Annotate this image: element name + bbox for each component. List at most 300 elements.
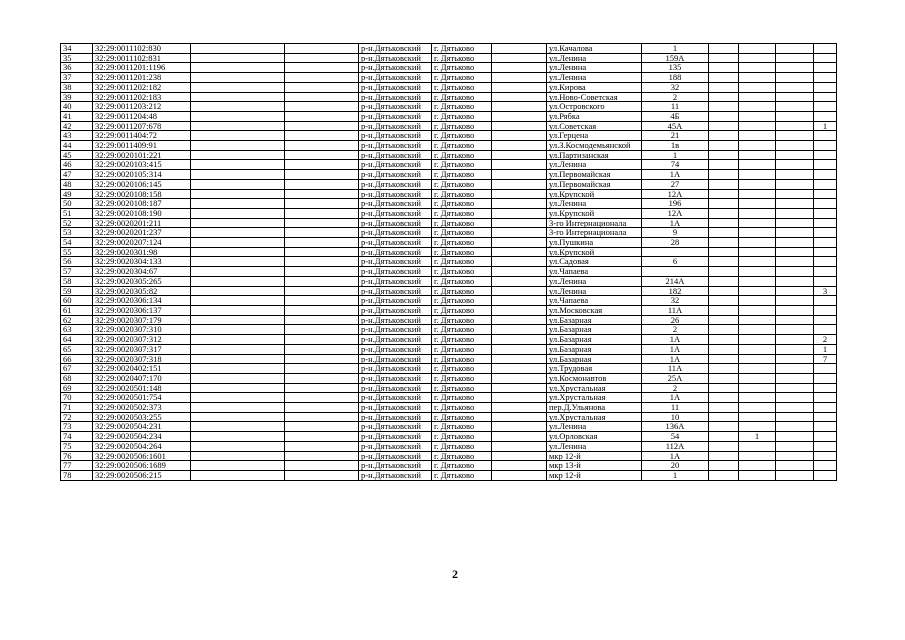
cadastral-number-cell: 32:29:0020304:67 xyxy=(93,267,191,277)
col-l-cell xyxy=(776,111,814,121)
district-cell: р-н.Дятьковский xyxy=(359,383,432,393)
row-number-cell: 44 xyxy=(61,141,93,151)
col-l-cell xyxy=(776,373,814,383)
table-row xyxy=(61,73,837,83)
col-c-cell xyxy=(191,315,285,325)
row-number-cell: 61 xyxy=(61,305,93,315)
row-number-cell: 53 xyxy=(61,228,93,238)
col-m-cell xyxy=(814,247,837,257)
district-cell: р-н.Дятьковский xyxy=(359,344,432,354)
col-g-cell xyxy=(492,82,547,92)
col-g-cell xyxy=(492,441,547,451)
col-g-cell xyxy=(492,286,547,296)
house-number-cell: 196 xyxy=(642,199,709,209)
table-row xyxy=(61,335,837,345)
street-cell: ул.Хрустальная xyxy=(547,412,642,422)
house-number-cell: 1А xyxy=(642,335,709,345)
col-k-cell xyxy=(739,92,776,102)
col-j-cell xyxy=(709,335,739,345)
col-m-cell xyxy=(814,470,837,480)
col-k-cell xyxy=(739,451,776,461)
col-l-cell xyxy=(776,141,814,151)
table-row xyxy=(61,189,837,199)
col-k-cell xyxy=(739,393,776,403)
cadastral-number-cell: 32:29:0011201:1196 xyxy=(93,63,191,73)
col-k-cell xyxy=(739,403,776,413)
col-l-cell xyxy=(776,150,814,160)
district-cell: р-н.Дятьковский xyxy=(359,199,432,209)
street-cell: ул.Ново-Советская xyxy=(547,92,642,102)
row-number-cell: 75 xyxy=(61,441,93,451)
col-c-cell xyxy=(191,238,285,248)
col-k-cell xyxy=(739,461,776,471)
col-d-cell xyxy=(285,92,359,102)
col-k-cell xyxy=(739,208,776,218)
col-j-cell xyxy=(709,44,739,54)
col-l-cell xyxy=(776,257,814,267)
col-k-cell xyxy=(739,470,776,480)
col-d-cell xyxy=(285,412,359,422)
col-j-cell xyxy=(709,315,739,325)
col-c-cell xyxy=(191,373,285,383)
city-cell: г. Дятьково xyxy=(432,441,492,451)
house-number-cell: 20 xyxy=(642,461,709,471)
col-g-cell xyxy=(492,199,547,209)
district-cell: р-н.Дятьковский xyxy=(359,296,432,306)
table-row xyxy=(61,150,837,160)
cadastral-number-cell: 32:29:0020503:255 xyxy=(93,412,191,422)
row-number-cell: 58 xyxy=(61,276,93,286)
district-cell: р-н.Дятьковский xyxy=(359,257,432,267)
col-c-cell xyxy=(191,335,285,345)
col-c-cell xyxy=(191,257,285,267)
col-c-cell xyxy=(191,432,285,442)
house-number-cell: 2 xyxy=(642,325,709,335)
table-row xyxy=(61,364,837,374)
house-number-cell: 11 xyxy=(642,403,709,413)
city-cell: г. Дятьково xyxy=(432,73,492,83)
cadastral-number-cell: 32:29:0011409:91 xyxy=(93,141,191,151)
street-cell: ул.Качалова xyxy=(547,44,642,54)
street-cell: ул.Ленина xyxy=(547,441,642,451)
col-c-cell xyxy=(191,470,285,480)
house-number-cell: 45А xyxy=(642,121,709,131)
col-c-cell xyxy=(191,364,285,374)
col-m-cell xyxy=(814,461,837,471)
table-row xyxy=(61,131,837,141)
col-j-cell xyxy=(709,170,739,180)
row-number-cell: 34 xyxy=(61,44,93,54)
col-c-cell xyxy=(191,218,285,228)
row-number-cell: 42 xyxy=(61,121,93,131)
col-j-cell xyxy=(709,296,739,306)
city-cell: г. Дятьково xyxy=(432,218,492,228)
col-k-cell xyxy=(739,63,776,73)
table-row xyxy=(61,267,837,277)
city-cell: г. Дятьково xyxy=(432,228,492,238)
house-number-cell: 25А xyxy=(642,373,709,383)
col-m-cell xyxy=(814,403,837,413)
street-cell: ул.Ленина xyxy=(547,160,642,170)
col-m-cell xyxy=(814,111,837,121)
district-cell: р-н.Дятьковский xyxy=(359,102,432,112)
city-cell: г. Дятьково xyxy=(432,247,492,257)
col-j-cell xyxy=(709,53,739,63)
col-d-cell xyxy=(285,354,359,364)
row-number-cell: 60 xyxy=(61,296,93,306)
cadastral-number-cell: 32:29:0020201:237 xyxy=(93,228,191,238)
street-cell: ул.Первомайская xyxy=(547,179,642,189)
street-cell: ул.Первомайская xyxy=(547,170,642,180)
col-k-cell xyxy=(739,276,776,286)
col-m-cell xyxy=(814,179,837,189)
col-k-cell xyxy=(739,131,776,141)
house-number-cell: 11 xyxy=(642,102,709,112)
house-number-cell: 11А xyxy=(642,305,709,315)
col-d-cell xyxy=(285,208,359,218)
col-d-cell xyxy=(285,383,359,393)
col-j-cell xyxy=(709,354,739,364)
cadastral-number-cell: 32:29:0020307:318 xyxy=(93,354,191,364)
col-k-cell xyxy=(739,53,776,63)
col-c-cell xyxy=(191,461,285,471)
row-number-cell: 55 xyxy=(61,247,93,257)
city-cell: г. Дятьково xyxy=(432,63,492,73)
col-j-cell xyxy=(709,257,739,267)
col-k-cell: 1 xyxy=(739,432,776,442)
col-m-cell: 7 xyxy=(814,354,837,364)
col-m-cell xyxy=(814,315,837,325)
col-m-cell xyxy=(814,53,837,63)
row-number-cell: 77 xyxy=(61,461,93,471)
table-row xyxy=(61,44,837,54)
table-row xyxy=(61,286,837,296)
col-m-cell xyxy=(814,364,837,374)
col-m-cell xyxy=(814,412,837,422)
street-cell: ул.Ленина xyxy=(547,276,642,286)
table-row xyxy=(61,276,837,286)
col-k-cell xyxy=(739,150,776,160)
cadastral-number-cell: 32:29:0020307:179 xyxy=(93,315,191,325)
col-g-cell xyxy=(492,208,547,218)
col-l-cell xyxy=(776,247,814,257)
district-cell: р-н.Дятьковский xyxy=(359,315,432,325)
house-number-cell: 54 xyxy=(642,432,709,442)
col-g-cell xyxy=(492,364,547,374)
col-d-cell xyxy=(285,422,359,432)
col-k-cell xyxy=(739,267,776,277)
street-cell: ул.Ленина xyxy=(547,53,642,63)
district-cell: р-н.Дятьковский xyxy=(359,121,432,131)
table-row xyxy=(61,461,837,471)
col-k-cell xyxy=(739,141,776,151)
city-cell: г. Дятьково xyxy=(432,111,492,121)
cadastral-number-cell: 32:29:0020502:373 xyxy=(93,403,191,413)
cadastral-number-cell: 32:29:0020108:190 xyxy=(93,208,191,218)
cadastral-number-cell: 32:29:0020307:312 xyxy=(93,335,191,345)
col-g-cell xyxy=(492,247,547,257)
col-m-cell: 2 xyxy=(814,335,837,345)
street-cell: 3-го Интернационала xyxy=(547,228,642,238)
cadastral-number-cell: 32:29:0011102:830 xyxy=(93,44,191,54)
col-g-cell xyxy=(492,393,547,403)
table-row xyxy=(61,170,837,180)
street-cell: ул.Московская xyxy=(547,305,642,315)
table-row xyxy=(61,141,837,151)
col-m-cell xyxy=(814,189,837,199)
street-cell: ул.Орловская xyxy=(547,432,642,442)
house-number-cell: 1А xyxy=(642,170,709,180)
city-cell: г. Дятьково xyxy=(432,170,492,180)
row-number-cell: 74 xyxy=(61,432,93,442)
col-d-cell xyxy=(285,344,359,354)
house-number-cell: 1А xyxy=(642,354,709,364)
house-number-cell: 1 xyxy=(642,150,709,160)
col-k-cell xyxy=(739,44,776,54)
table-row xyxy=(61,432,837,442)
col-l-cell xyxy=(776,325,814,335)
col-c-cell xyxy=(191,267,285,277)
street-cell: ул.Пушкина xyxy=(547,238,642,248)
col-j-cell xyxy=(709,403,739,413)
col-k-cell xyxy=(739,325,776,335)
col-j-cell xyxy=(709,141,739,151)
row-number-cell: 47 xyxy=(61,170,93,180)
street-cell: ул.Рябка xyxy=(547,111,642,121)
col-g-cell xyxy=(492,403,547,413)
row-number-cell: 72 xyxy=(61,412,93,422)
row-number-cell: 48 xyxy=(61,179,93,189)
cadastral-number-cell: 32:29:0020307:317 xyxy=(93,344,191,354)
col-l-cell xyxy=(776,267,814,277)
col-j-cell xyxy=(709,111,739,121)
row-number-cell: 37 xyxy=(61,73,93,83)
col-c-cell xyxy=(191,199,285,209)
house-number-cell: 26 xyxy=(642,315,709,325)
col-j-cell xyxy=(709,102,739,112)
col-l-cell xyxy=(776,179,814,189)
house-number-cell: 1в xyxy=(642,141,709,151)
cadastral-number-cell: 32:29:0020305:82 xyxy=(93,286,191,296)
row-number-cell: 78 xyxy=(61,470,93,480)
house-number-cell xyxy=(642,267,709,277)
col-g-cell xyxy=(492,121,547,131)
house-number-cell: 1 xyxy=(642,44,709,54)
house-number-cell: 6 xyxy=(642,257,709,267)
col-g-cell xyxy=(492,170,547,180)
district-cell: р-н.Дятьковский xyxy=(359,461,432,471)
row-number-cell: 63 xyxy=(61,325,93,335)
col-j-cell xyxy=(709,92,739,102)
col-k-cell xyxy=(739,73,776,83)
col-j-cell xyxy=(709,228,739,238)
col-j-cell xyxy=(709,73,739,83)
col-d-cell xyxy=(285,315,359,325)
col-d-cell xyxy=(285,121,359,131)
city-cell: г. Дятьково xyxy=(432,451,492,461)
table-row xyxy=(61,53,837,63)
col-m-cell: 1 xyxy=(814,344,837,354)
col-j-cell xyxy=(709,208,739,218)
house-number-cell: 1 xyxy=(642,470,709,480)
street-cell: ул.Чапаева xyxy=(547,267,642,277)
col-c-cell xyxy=(191,208,285,218)
cadastral-number-cell: 32:29:0020108:187 xyxy=(93,199,191,209)
cadastral-number-cell: 32:29:0011204:48 xyxy=(93,111,191,121)
col-j-cell xyxy=(709,63,739,73)
col-m-cell xyxy=(814,441,837,451)
street-cell: ул.Базарная xyxy=(547,325,642,335)
col-c-cell xyxy=(191,412,285,422)
house-number-cell: 214А xyxy=(642,276,709,286)
col-l-cell xyxy=(776,63,814,73)
row-number-cell: 59 xyxy=(61,286,93,296)
house-number-cell: 1А xyxy=(642,393,709,403)
col-m-cell xyxy=(814,150,837,160)
cadastral-number-cell: 32:29:0020201:211 xyxy=(93,218,191,228)
cadastral-number-cell: 32:29:0011102:831 xyxy=(93,53,191,63)
cadastral-number-cell: 32:29:0020105:314 xyxy=(93,170,191,180)
row-number-cell: 35 xyxy=(61,53,93,63)
row-number-cell: 50 xyxy=(61,199,93,209)
table-row xyxy=(61,179,837,189)
row-number-cell: 69 xyxy=(61,383,93,393)
city-cell: г. Дятьково xyxy=(432,208,492,218)
col-g-cell xyxy=(492,44,547,54)
col-k-cell xyxy=(739,441,776,451)
cadastral-number-cell: 32:29:0020306:137 xyxy=(93,305,191,315)
city-cell: г. Дятьково xyxy=(432,179,492,189)
house-number-cell: 12А xyxy=(642,189,709,199)
district-cell: р-н.Дятьковский xyxy=(359,170,432,180)
col-c-cell xyxy=(191,102,285,112)
house-number-cell: 136А xyxy=(642,422,709,432)
col-l-cell xyxy=(776,131,814,141)
city-cell: г. Дятьково xyxy=(432,44,492,54)
street-cell: ул.Ленина xyxy=(547,63,642,73)
row-number-cell: 46 xyxy=(61,160,93,170)
cadastral-number-cell: 32:29:0011404:72 xyxy=(93,131,191,141)
cadastral-number-cell: 32:29:0020506:215 xyxy=(93,470,191,480)
col-d-cell xyxy=(285,441,359,451)
street-cell: ул.Трудовая xyxy=(547,364,642,374)
col-c-cell xyxy=(191,82,285,92)
district-cell: р-н.Дятьковский xyxy=(359,364,432,374)
col-g-cell xyxy=(492,296,547,306)
cadastral-number-cell: 32:29:0011202:183 xyxy=(93,92,191,102)
row-number-cell: 36 xyxy=(61,63,93,73)
district-cell: р-н.Дятьковский xyxy=(359,432,432,442)
col-m-cell: 3 xyxy=(814,286,837,296)
house-number-cell: 10 xyxy=(642,412,709,422)
district-cell: р-н.Дятьковский xyxy=(359,228,432,238)
col-d-cell xyxy=(285,276,359,286)
cadastral-number-cell: 32:29:0011202:182 xyxy=(93,82,191,92)
col-d-cell xyxy=(285,150,359,160)
city-cell: г. Дятьково xyxy=(432,422,492,432)
col-m-cell xyxy=(814,305,837,315)
row-number-cell: 67 xyxy=(61,364,93,374)
col-g-cell xyxy=(492,189,547,199)
col-k-cell xyxy=(739,111,776,121)
col-j-cell xyxy=(709,364,739,374)
table-row xyxy=(61,160,837,170)
col-l-cell xyxy=(776,393,814,403)
cadastral-number-cell: 32:29:0020506:1601 xyxy=(93,451,191,461)
district-cell: р-н.Дятьковский xyxy=(359,412,432,422)
col-l-cell xyxy=(776,73,814,83)
col-c-cell xyxy=(191,296,285,306)
district-cell: р-н.Дятьковский xyxy=(359,160,432,170)
col-d-cell xyxy=(285,451,359,461)
street-cell: ул.Крупской xyxy=(547,247,642,257)
col-m-cell xyxy=(814,102,837,112)
district-cell: р-н.Дятьковский xyxy=(359,451,432,461)
house-number-cell: 2 xyxy=(642,92,709,102)
district-cell: р-н.Дятьковский xyxy=(359,422,432,432)
table-row xyxy=(61,344,837,354)
col-d-cell xyxy=(285,53,359,63)
street-cell: ул.Ленина xyxy=(547,73,642,83)
cadastral-number-cell: 32:29:0020301:98 xyxy=(93,247,191,257)
col-c-cell xyxy=(191,325,285,335)
cadastral-number-cell: 32:29:0020402:151 xyxy=(93,364,191,374)
row-number-cell: 62 xyxy=(61,315,93,325)
cadastral-number-cell: 32:29:0020306:134 xyxy=(93,296,191,306)
col-g-cell xyxy=(492,131,547,141)
district-cell: р-н.Дятьковский xyxy=(359,92,432,102)
row-number-cell: 41 xyxy=(61,111,93,121)
col-c-cell xyxy=(191,286,285,296)
col-c-cell xyxy=(191,276,285,286)
col-d-cell xyxy=(285,247,359,257)
col-g-cell xyxy=(492,63,547,73)
col-d-cell xyxy=(285,82,359,92)
col-c-cell xyxy=(191,92,285,102)
house-number-cell xyxy=(642,247,709,257)
col-c-cell xyxy=(191,441,285,451)
cadastral-number-cell: 32:29:0020407:170 xyxy=(93,373,191,383)
col-k-cell xyxy=(739,82,776,92)
row-number-cell: 68 xyxy=(61,373,93,383)
col-k-cell xyxy=(739,179,776,189)
col-l-cell xyxy=(776,383,814,393)
col-m-cell xyxy=(814,131,837,141)
col-g-cell xyxy=(492,228,547,238)
col-d-cell xyxy=(285,257,359,267)
street-cell: ул.Ленина xyxy=(547,422,642,432)
col-g-cell xyxy=(492,461,547,471)
district-cell: р-н.Дятьковский xyxy=(359,393,432,403)
col-g-cell xyxy=(492,92,547,102)
street-cell: мкр 13-й xyxy=(547,461,642,471)
row-number-cell: 56 xyxy=(61,257,93,267)
col-g-cell xyxy=(492,160,547,170)
house-number-cell: 182 xyxy=(642,286,709,296)
col-c-cell xyxy=(191,73,285,83)
col-j-cell xyxy=(709,247,739,257)
col-g-cell xyxy=(492,373,547,383)
col-m-cell xyxy=(814,276,837,286)
col-k-cell xyxy=(739,422,776,432)
district-cell: р-н.Дятьковский xyxy=(359,470,432,480)
street-cell: ул.Ленина xyxy=(547,286,642,296)
house-number-cell: 28 xyxy=(642,238,709,248)
col-c-cell xyxy=(191,121,285,131)
street-cell: ул.Космонавтов xyxy=(547,373,642,383)
city-cell: г. Дятьково xyxy=(432,238,492,248)
table-row xyxy=(61,393,837,403)
